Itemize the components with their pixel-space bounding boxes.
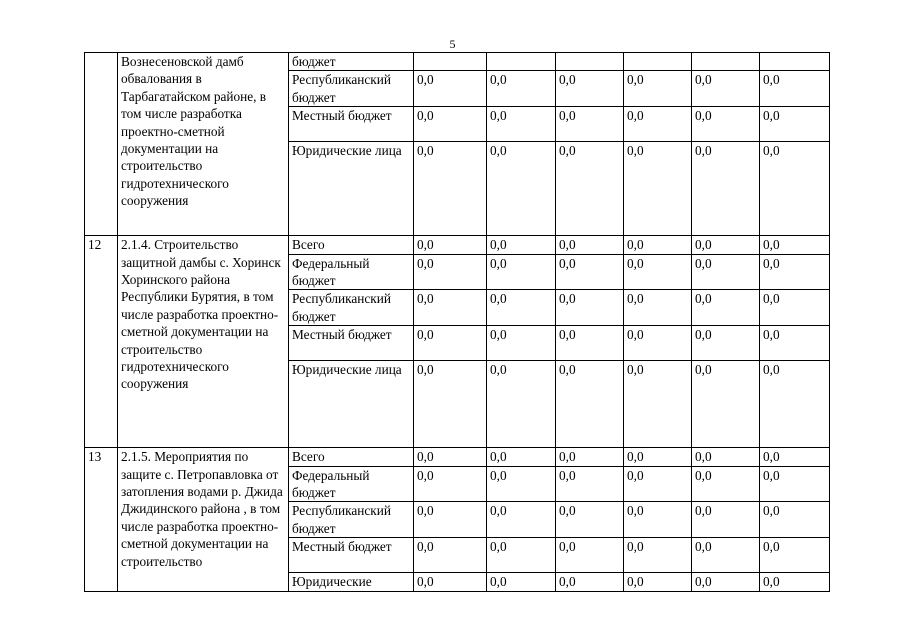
amount-cell: 0,0 bbox=[692, 573, 760, 591]
amount-cell: 0,0 bbox=[414, 142, 487, 236]
amount-cell: 0,0 bbox=[414, 236, 487, 254]
budget-table bbox=[84, 52, 830, 592]
amount-cell: 0,0 bbox=[624, 290, 692, 326]
row-number: 13 bbox=[85, 448, 118, 591]
amount-cell: 0,0 bbox=[487, 538, 556, 573]
amount-cell: 0,0 bbox=[414, 71, 487, 107]
amount-cell: 0,0 bbox=[692, 71, 760, 107]
amount-cell: 0,0 bbox=[414, 538, 487, 573]
amount-cell bbox=[556, 53, 624, 71]
amount-cell bbox=[624, 53, 692, 71]
amount-cell: 0,0 bbox=[624, 107, 692, 142]
amount-cell: 0,0 bbox=[760, 290, 830, 326]
amount-cell: 0,0 bbox=[487, 326, 556, 361]
amount-cell: 0,0 bbox=[556, 71, 624, 107]
amount-cell: 0,0 bbox=[760, 502, 830, 538]
amount-cell: 0,0 bbox=[414, 107, 487, 142]
amount-cell: 0,0 bbox=[692, 290, 760, 326]
amount-cell: 0,0 bbox=[692, 466, 760, 502]
amount-cell bbox=[692, 53, 760, 71]
funding-source: Юридические лица bbox=[289, 361, 414, 448]
amount-cell bbox=[760, 53, 830, 71]
amount-cell: 0,0 bbox=[692, 142, 760, 236]
amount-cell: 0,0 bbox=[414, 290, 487, 326]
amount-cell: 0,0 bbox=[760, 448, 830, 466]
amount-cell: 0,0 bbox=[556, 573, 624, 591]
amount-cell: 0,0 bbox=[760, 326, 830, 361]
amount-cell: 0,0 bbox=[692, 361, 760, 448]
amount-cell: 0,0 bbox=[692, 502, 760, 538]
amount-cell: 0,0 bbox=[624, 71, 692, 107]
amount-cell bbox=[487, 53, 556, 71]
funding-source: бюджет bbox=[289, 53, 414, 71]
amount-cell: 0,0 bbox=[692, 236, 760, 254]
amount-cell: 0,0 bbox=[487, 71, 556, 107]
amount-cell: 0,0 bbox=[624, 361, 692, 448]
amount-cell: 0,0 bbox=[624, 573, 692, 591]
amount-cell: 0,0 bbox=[487, 254, 556, 290]
amount-cell: 0,0 bbox=[487, 502, 556, 538]
amount-cell: 0,0 bbox=[556, 236, 624, 254]
amount-cell: 0,0 bbox=[487, 466, 556, 502]
amount-cell: 0,0 bbox=[692, 254, 760, 290]
amount-cell: 0,0 bbox=[760, 254, 830, 290]
event-description: 2.1.4. Строительство защитной дамбы с. Хоринск Хоринского района Республики Бурятия, в том числе разработка проектно-сметной документации на строительство гидротехнического сооружения bbox=[118, 236, 289, 448]
amount-cell: 0,0 bbox=[692, 538, 760, 573]
amount-cell: 0,0 bbox=[487, 448, 556, 466]
amount-cell: 0,0 bbox=[624, 502, 692, 538]
amount-cell: 0,0 bbox=[556, 538, 624, 573]
amount-cell: 0,0 bbox=[692, 448, 760, 466]
amount-cell: 0,0 bbox=[692, 107, 760, 142]
funding-source: Всего bbox=[289, 236, 414, 254]
amount-cell: 0,0 bbox=[760, 71, 830, 107]
amount-cell: 0,0 bbox=[556, 254, 624, 290]
amount-cell: 0,0 bbox=[624, 466, 692, 502]
funding-source: Всего bbox=[289, 448, 414, 466]
amount-cell: 0,0 bbox=[624, 254, 692, 290]
amount-cell: 0,0 bbox=[624, 326, 692, 361]
amount-cell: 0,0 bbox=[760, 538, 830, 573]
amount-cell: 0,0 bbox=[414, 502, 487, 538]
page-number: 5 bbox=[449, 37, 456, 51]
funding-source: Местный бюджет bbox=[289, 107, 414, 142]
funding-source: Юридические лица bbox=[289, 142, 414, 236]
amount-cell: 0,0 bbox=[414, 466, 487, 502]
event-description: Вознесеновской дамб обвалования в Тарбагатайском районе, в том числе разработка проектно-сметной документации на строительство гидротехнического сооружения bbox=[118, 53, 289, 236]
amount-cell: 0,0 bbox=[556, 448, 624, 466]
amount-cell: 0,0 bbox=[760, 142, 830, 236]
table-row bbox=[85, 448, 830, 466]
amount-cell: 0,0 bbox=[414, 573, 487, 591]
funding-source: Юридические bbox=[289, 573, 414, 591]
amount-cell: 0,0 bbox=[556, 466, 624, 502]
amount-cell: 0,0 bbox=[760, 361, 830, 448]
funding-source: Федеральный бюджет bbox=[289, 254, 414, 290]
amount-cell: 0,0 bbox=[556, 326, 624, 361]
amount-cell: 0,0 bbox=[760, 573, 830, 591]
amount-cell: 0,0 bbox=[487, 361, 556, 448]
amount-cell: 0,0 bbox=[487, 573, 556, 591]
amount-cell: 0,0 bbox=[624, 448, 692, 466]
funding-source: Местный бюджет bbox=[289, 538, 414, 573]
funding-source: Республиканский бюджет bbox=[289, 290, 414, 326]
amount-cell: 0,0 bbox=[556, 361, 624, 448]
funding-source: Местный бюджет bbox=[289, 326, 414, 361]
row-number bbox=[85, 53, 118, 236]
amount-cell: 0,0 bbox=[760, 466, 830, 502]
amount-cell: 0,0 bbox=[556, 107, 624, 142]
amount-cell: 0,0 bbox=[624, 142, 692, 236]
table-row bbox=[85, 236, 830, 254]
amount-cell: 0,0 bbox=[414, 326, 487, 361]
amount-cell: 0,0 bbox=[414, 361, 487, 448]
funding-source: Республиканский бюджет bbox=[289, 71, 414, 107]
amount-cell: 0,0 bbox=[414, 448, 487, 466]
amount-cell: 0,0 bbox=[624, 236, 692, 254]
amount-cell: 0,0 bbox=[624, 538, 692, 573]
amount-cell: 0,0 bbox=[692, 326, 760, 361]
amount-cell: 0,0 bbox=[556, 290, 624, 326]
amount-cell: 0,0 bbox=[556, 142, 624, 236]
amount-cell: 0,0 bbox=[487, 107, 556, 142]
amount-cell: 0,0 bbox=[414, 254, 487, 290]
amount-cell: 0,0 bbox=[760, 107, 830, 142]
amount-cell: 0,0 bbox=[487, 290, 556, 326]
amount-cell: 0,0 bbox=[556, 502, 624, 538]
amount-cell: 0,0 bbox=[487, 236, 556, 254]
amount-cell: 0,0 bbox=[487, 142, 556, 236]
amount-cell bbox=[414, 53, 487, 71]
amount-cell: 0,0 bbox=[760, 236, 830, 254]
funding-source: Республиканский бюджет bbox=[289, 502, 414, 538]
funding-source: Федеральный бюджет bbox=[289, 466, 414, 502]
event-description: 2.1.5. Мероприятия по защите с. Петропавловка от затопления водами р. Джида Джидинского района , в том числе разработка проектно-сметной документации на строительство bbox=[118, 448, 289, 591]
table-row bbox=[85, 53, 830, 71]
row-number: 12 bbox=[85, 236, 118, 448]
